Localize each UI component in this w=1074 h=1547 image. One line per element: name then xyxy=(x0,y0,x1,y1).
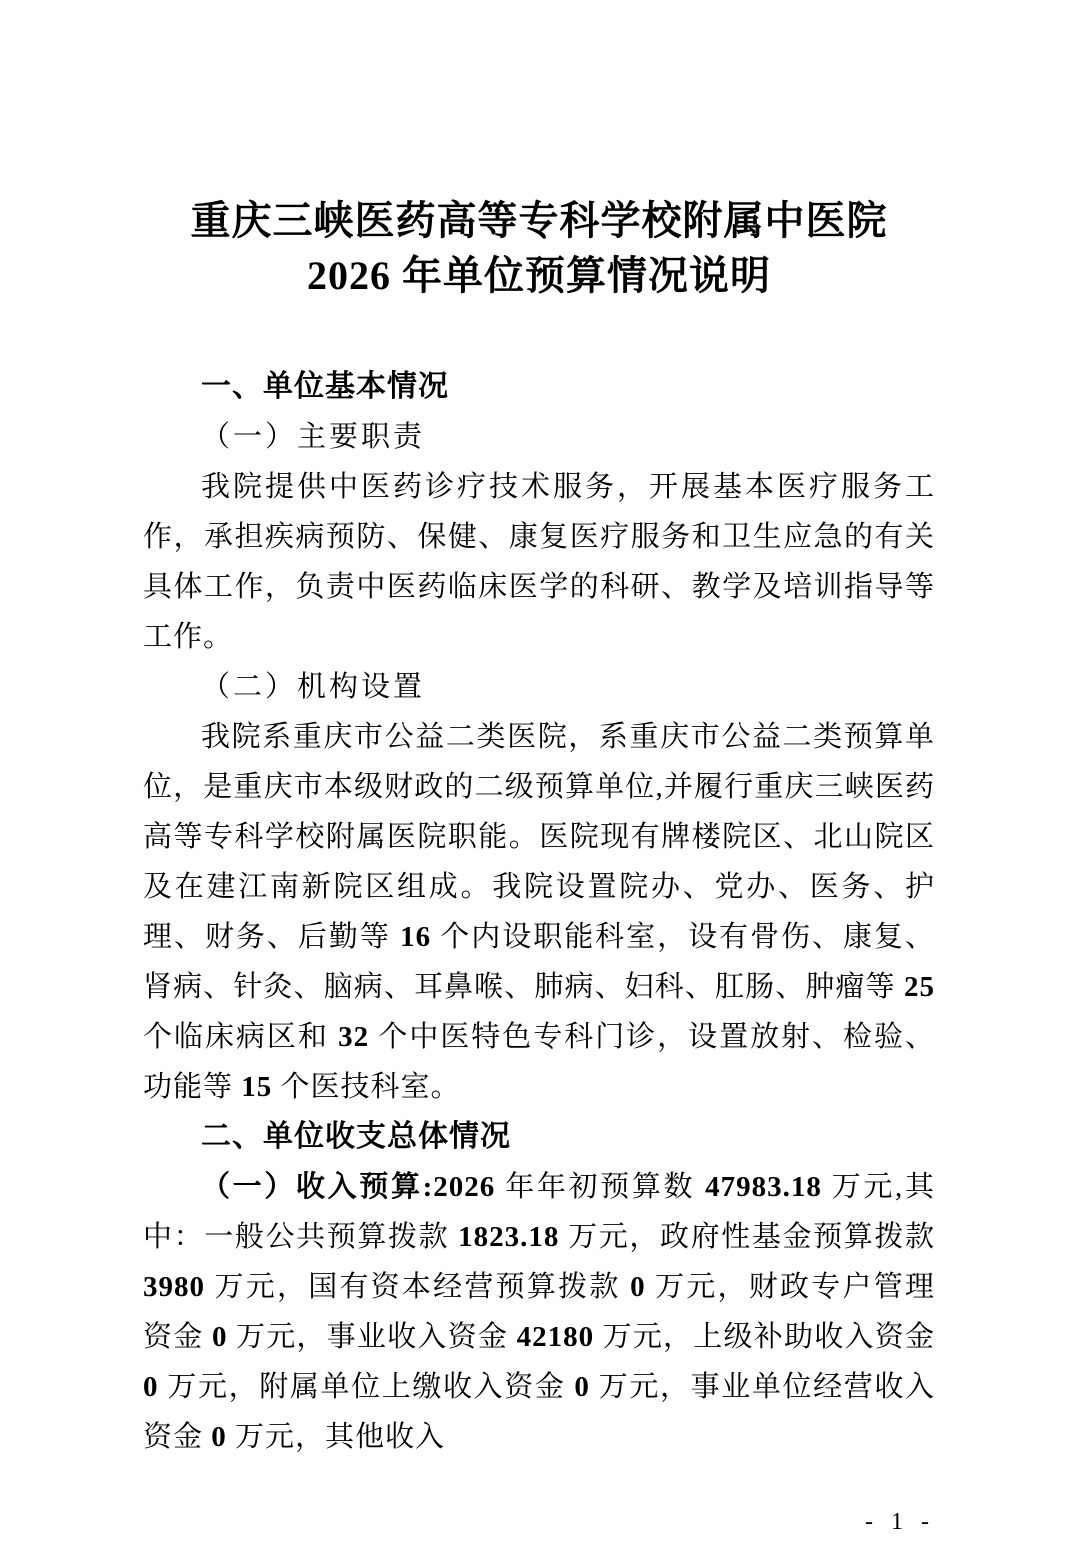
subsection-1-1-heading: （一）主要职责 xyxy=(201,421,426,453)
section-1-heading: 一、单位基本情况 xyxy=(201,370,449,403)
subsection-1-2-heading: （二）机构设置 xyxy=(201,671,426,703)
document-title-line-1: 重庆三峡医药高等专科学校附属中医院 xyxy=(190,198,888,243)
subsection-1-2-paragraph: 我院系重庆市公益二类医院，系重庆市公益二类预算单位，是重庆市本级财政的二级预算单位,并履行重庆三峡医药高等专科学校附属医院职能。医院现有牌楼院区、北山院区及在建江南新院区组成。我院设置院办、党办、医务、护理、财务、后勤等 16 个内设职能科室，设有骨伤、康复、肾病、针灸、脑病、耳鼻喉、肺病、妇科、肛肠、肿瘤等 25 个临床病区和 32 个中医特色专科门诊，设置放射、检验、功能等 15 个医技科室。 xyxy=(143,721,935,1103)
document-title-line-2: 2026 年单位预算情况说明 xyxy=(307,253,771,298)
section-2-paragraph-1: （一）收入预算:2026 年年初预算数 47983.18 万元,其中：一般公共预算拨款 1823.18 万元，政府性基金预算拨款 3980 万元，国有资本经营预算拨款 0 万元，财政专户管理资金 0 万元，事业收入资金 42180 万元，上级补助收入资金 0 万元，附属单位上缴收入资金 0 万元，事业单位经营收入资金 0 万元，其他收入 xyxy=(143,1171,935,1453)
subsection-1-1-paragraph: 我院提供中医药诊疗技术服务，开展基本医疗服务工作，承担疾病预防、保健、康复医疗服务和卫生应急的有关具体工作，负责中医药临床医学的科研、教学及培训指导等工作。 xyxy=(143,471,935,653)
section-2-heading: 二、单位收支总体情况 xyxy=(201,1120,511,1153)
page-number: - 1 - xyxy=(865,1509,935,1535)
